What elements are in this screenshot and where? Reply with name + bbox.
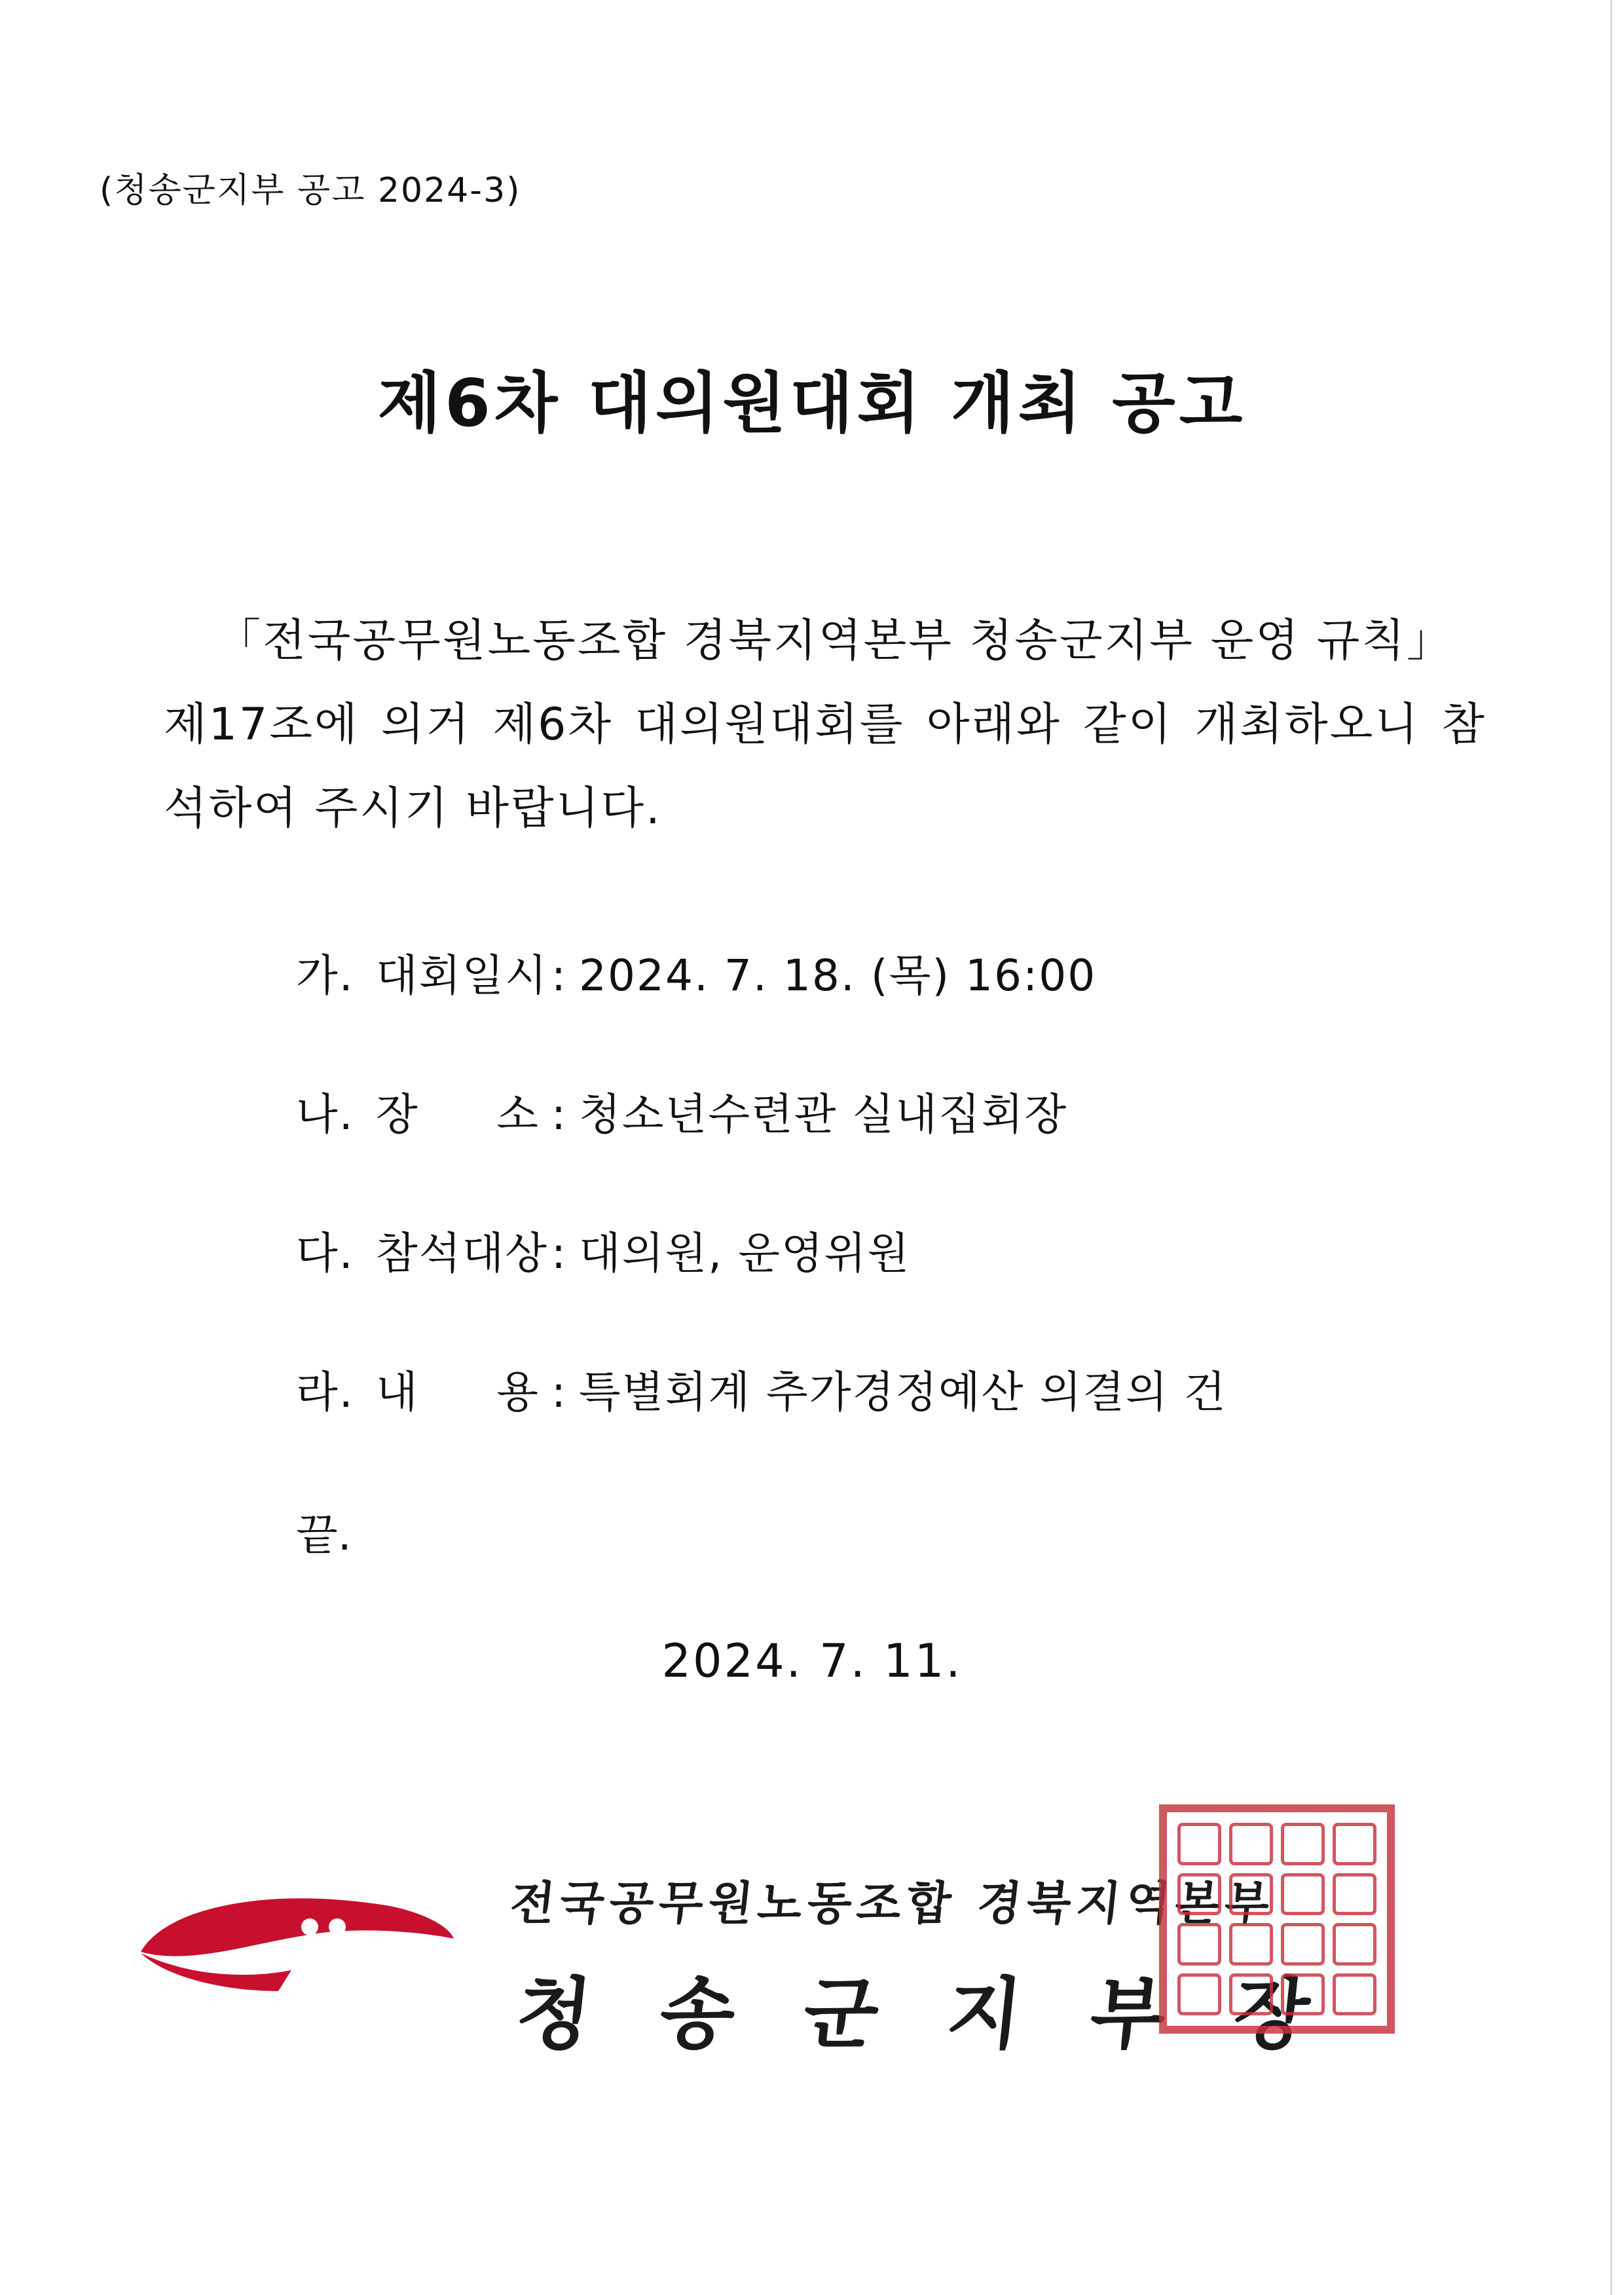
document-title: 제6차 대의원대회 개최 공고: [377, 365, 1247, 441]
seal-cell: [1177, 1873, 1221, 1916]
official-seal: [1159, 1804, 1395, 2034]
item-value: 특별회계 추가경정예산 의결의 건: [579, 1367, 1227, 1417]
label-char: 소: [496, 1089, 540, 1140]
detail-item-attendees: [296, 1221, 1409, 1360]
seal-cell: [1281, 1973, 1325, 2016]
signature-char: 송: [655, 1968, 740, 2059]
item-marker: 나.: [296, 1089, 354, 1140]
seal-cell: [1333, 1923, 1376, 1966]
signature-char: 부: [1086, 1968, 1171, 2059]
signature-char: 지: [942, 1968, 1027, 2059]
item-label: [376, 1082, 540, 1148]
notice-number: (청송군지부 공고 2024-3): [100, 171, 521, 210]
item-colon: :: [551, 1367, 568, 1417]
seal-cell: [1333, 1973, 1376, 2016]
seal-cell: [1177, 1973, 1221, 2016]
detail-item-datetime: [296, 943, 1409, 1082]
item-colon: :: [551, 1089, 568, 1140]
item-marker: 가.: [296, 950, 354, 1001]
union-logo: [141, 1893, 455, 1991]
detail-item-location: [296, 1082, 1409, 1221]
seal-cell: [1281, 1873, 1325, 1916]
intro-paragraph: [164, 599, 1486, 851]
signature-organization: 전국공무원노동조합 경북지역본부: [507, 1876, 1278, 1930]
seal-cell: [1229, 1923, 1273, 1966]
item-value: 2024. 7. 18. (목) 16:00: [579, 950, 1097, 1001]
intro-body: 제17조에 의거 제6차 대의원대회를 아래와 같이 개최하오니 참석하여 주시기 바랍니다.: [164, 699, 1486, 834]
event-details-list: [296, 943, 1409, 1499]
seal-cell: [1281, 1823, 1325, 1865]
seal-cell: [1229, 1823, 1273, 1865]
item-marker: 다.: [296, 1228, 354, 1278]
seal-cell: [1333, 1873, 1376, 1916]
label-char: 내: [376, 1367, 419, 1417]
item-value: 대의원, 운영위원: [579, 1228, 911, 1278]
logo-lower-wing: [141, 1953, 291, 1991]
signature-char: 군: [799, 1968, 883, 2059]
seal-cell: [1281, 1923, 1325, 1966]
seal-cell: [1333, 1823, 1376, 1865]
item-colon: :: [551, 1228, 568, 1278]
label-char: 장: [376, 1089, 419, 1140]
item-value: 청소년수련관 실내집회장: [579, 1089, 1068, 1140]
seal-cell: [1229, 1973, 1273, 2016]
signature-char: 장: [1229, 1968, 1314, 2059]
signature-char: 청: [511, 1968, 597, 2059]
detail-item-agenda: [296, 1360, 1409, 1499]
end-mark: 끝.: [296, 1510, 352, 1560]
logo-figures: [291, 1939, 354, 1985]
label-char: 용: [496, 1367, 540, 1417]
seal-cell: [1229, 1873, 1273, 1916]
logo-figure-head-right: [329, 1918, 346, 1935]
logo-figure-head-left: [301, 1918, 318, 1935]
item-colon: :: [551, 950, 568, 1001]
item-label: 대회일시: [376, 950, 549, 1001]
item-label: 참석대상: [376, 1228, 549, 1278]
seal-cell: [1177, 1923, 1221, 1966]
item-label: [376, 1360, 540, 1425]
seal-cell: [1177, 1823, 1221, 1865]
intro-line-regulation: 「전국공무원노동조합 경북지역본부 청송군지부 운영 규칙」: [216, 615, 1453, 667]
item-marker: 라.: [296, 1367, 354, 1417]
issue-date: 2024. 7. 11.: [661, 1634, 963, 1688]
scan-edge-line: [1610, 0, 1612, 2295]
